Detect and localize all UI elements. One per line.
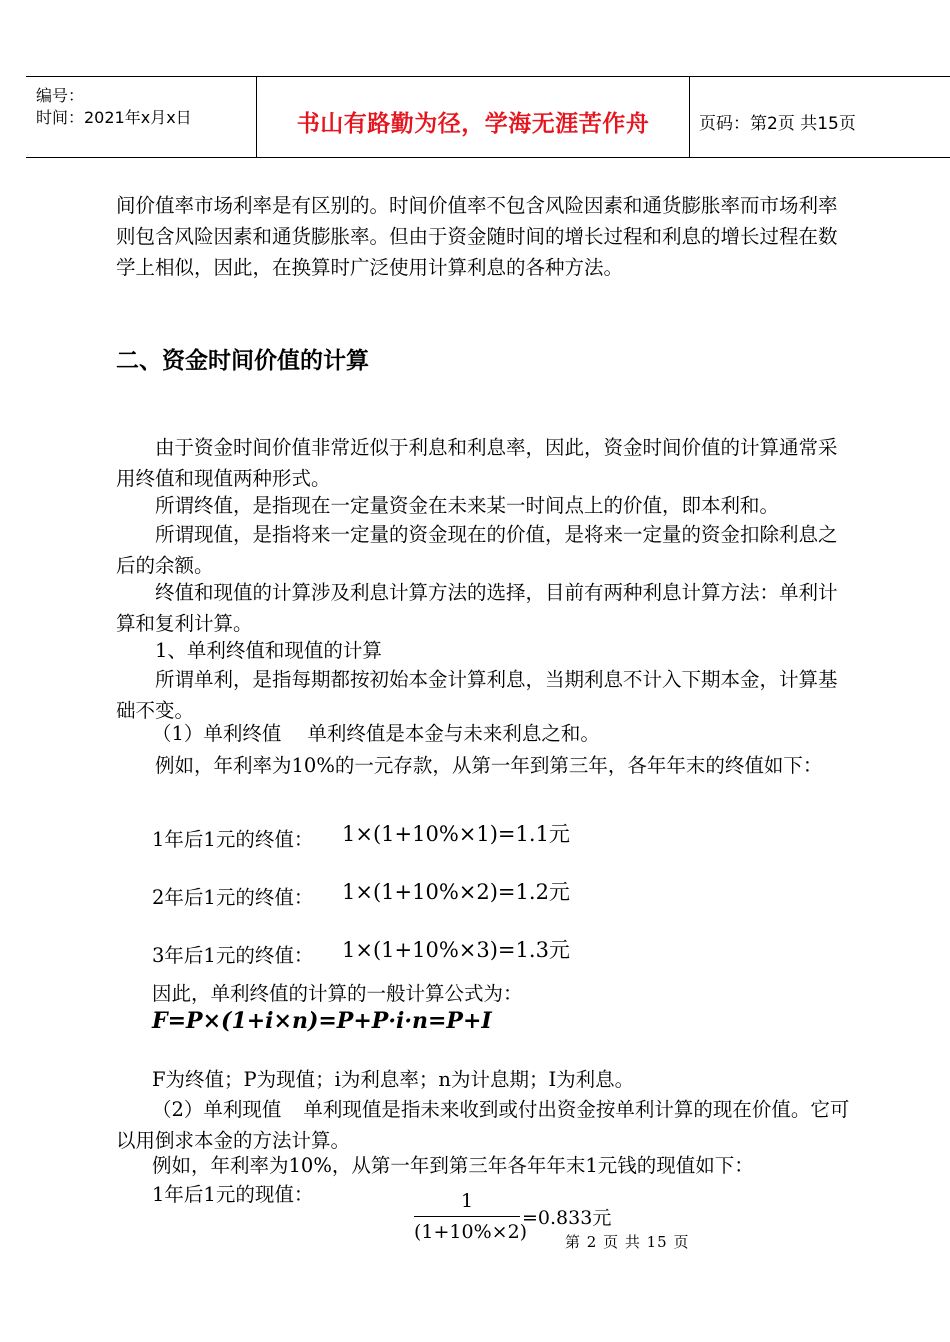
- header-center-cell: [256, 77, 690, 157]
- item-2: [116, 1094, 856, 1156]
- page-header: [26, 76, 950, 158]
- document-time-label: 时间：2021年x月x日: [36, 108, 192, 127]
- paragraph-2: 所谓终值，是指现在一定量资金在未来某一时间点上的价值，即本利和。: [155, 494, 780, 517]
- pv-fraction-numerator: 1: [460, 1190, 474, 1212]
- pv-fraction: [414, 1188, 528, 1245]
- pv-row-1-label: 1年后1元的现值：: [152, 1183, 314, 1206]
- variable-legend: F为终值；P为现值；i为利息率；n为计息期；I为利息。: [152, 1068, 635, 1091]
- header-left-cell: [26, 77, 256, 157]
- fv-row-3-label: 3年后1元的终值：: [152, 944, 314, 967]
- page-footer: 第 2 页 共 15 页: [565, 1233, 690, 1251]
- paragraph-5: 所谓单利，是指每期都按初始本金计算利息，当期利息不计入下期本金，计算基础不变。: [116, 668, 838, 722]
- item-2-label: （2）单利现值: [152, 1098, 282, 1121]
- subsection-title: 1、单利终值和现值的计算: [155, 639, 382, 662]
- document-number-label: 编号：: [36, 86, 85, 105]
- paragraph-1: 由于资金时间价值非常近似于利息和利息率，因此，资金时间价值的计算通常采用终值和现值两种形式。: [116, 436, 838, 490]
- paragraph-6: 例如，年利率为10%的一元存款，从第一年到第三年，各年年末的终值如下：: [155, 754, 823, 777]
- fraction-bar: [414, 1216, 520, 1217]
- header-page-info: 页码：第2页 共15页: [699, 114, 856, 134]
- header-motto: 书山有路勤为径，学海无涯苦作舟: [296, 111, 650, 137]
- header-right-cell: [689, 77, 950, 157]
- paragraph-7: 因此，单利终值的计算的一般计算公式为：: [152, 982, 523, 1005]
- item-1: [152, 720, 600, 748]
- fv-row-2-formula: 1×(1+10%×2)=1.2元: [342, 880, 570, 904]
- paragraph-3: 所谓现值，是指将来一定量的资金现在的价值，是将来一定量的资金扣除利息之后的余额。: [116, 523, 838, 577]
- paragraph-intro: 间价值率市场利率是有区别的。时间价值率不包含风险因素和通货膨胀率而市场利率则包含风险因素和通货膨胀率。但由于资金随时间的增长过程和利息的增长过程在数学上相似，因此，在换算时广泛使用计算利息的各种方法。: [116, 194, 838, 279]
- item-1-text: 单利终值是本金与未来利息之和。: [307, 722, 600, 745]
- item-1-label: （1）单利终值: [152, 722, 282, 745]
- fv-row-2-label: 2年后1元的终值：: [152, 886, 314, 909]
- fv-row-3-formula: 1×(1+10%×3)=1.3元: [342, 938, 570, 962]
- fv-row-1-formula: 1×(1+10%×1)=1.1元: [342, 822, 570, 846]
- item-2-text: 单利现值是指未来收到或付出资金按单利计算的现在价值。它可以用倒求本金的方法计算。: [116, 1098, 850, 1152]
- pv-result: =0.833元: [522, 1207, 612, 1229]
- pv-fraction-denominator: (1+10%×2): [414, 1221, 528, 1243]
- general-formula: F=P×(1+i×n)=P+P·i·n=P+I: [152, 1008, 492, 1034]
- fv-row-1-label: 1年后1元的终值：: [152, 828, 314, 851]
- section-title: 二、资金时间价值的计算: [116, 348, 369, 374]
- paragraph-8: 例如，年利率为10%，从第一年到第三年各年年末1元钱的现值如下：: [152, 1154, 754, 1177]
- paragraph-4: 终值和现值的计算涉及利息计算方法的选择，目前有两种利息计算方法：单利计算和复利计算。: [116, 581, 838, 635]
